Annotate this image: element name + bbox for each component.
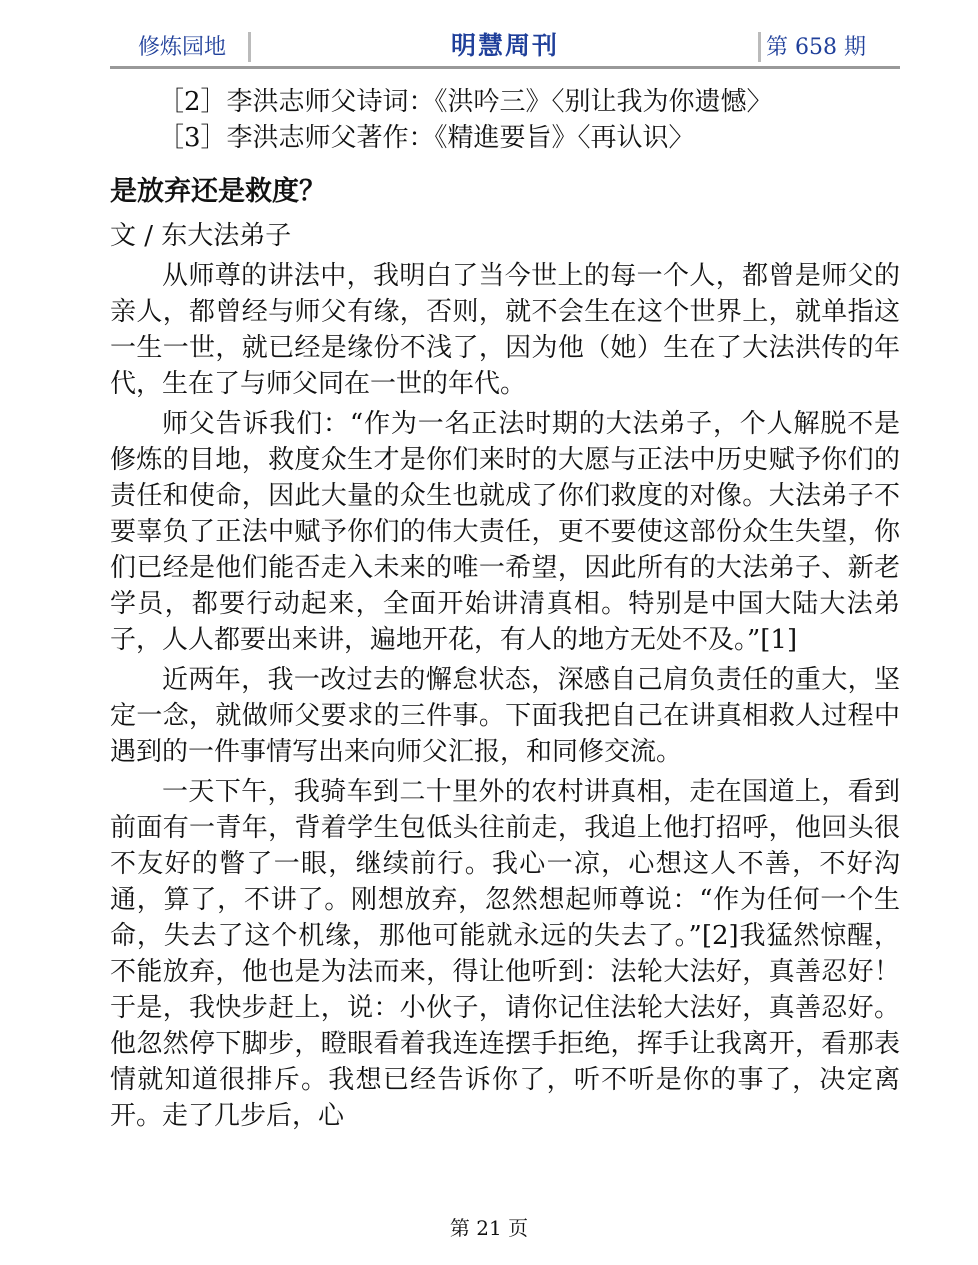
section-label: 修炼园地 bbox=[138, 35, 227, 60]
header-rule bbox=[110, 66, 900, 69]
article-body bbox=[110, 84, 900, 1134]
issue-number: 第 658 期 bbox=[766, 35, 866, 60]
reference-item: ［3］李洪志师父著作：《精進要旨》〈再认识〉 bbox=[158, 123, 695, 153]
reference-item: ［2］李洪志师父诗词：《洪吟三》〈别让我为你遗憾〉 bbox=[158, 87, 773, 117]
publication-title: 明慧周刊 bbox=[450, 31, 559, 60]
article-byline: 文 / 东大法弟子 bbox=[110, 221, 292, 251]
article-title: 是放弃还是救度？ bbox=[110, 176, 326, 207]
paragraph: 近两年，我一改过去的懈怠状态，深感自己肩负责任的重大，坚定一念，就做师父要求的三件事。下面我把自己在讲真相救人过程中遇到的一件事情写出来向师父汇报，和同修交流。 bbox=[110, 665, 900, 767]
header-divider bbox=[758, 32, 761, 62]
paragraph: 一天下午，我骑车到二十里外的农村讲真相，走在国道上，看到前面有一青年，背着学生包低头往前走，我追上他打招呼，他回头很不友好的瞥了一眼，继续前行。我心一凉，心想这人不善，不好沟通，算了，不讲了。刚想放弃，忽然想起师尊说：“作为任何一个生命，失去了这个机缘，那他可能就永远的失去了。”[2]我猛然惊醒，不能放弃，他也是为法而来，得让他听到：法轮大法好，真善忍好！于是，我快步赶上，说：小伙子，请你记住法轮大法好，真善忍好。他忽然停下脚步，瞪眼看着我连连摆手拒绝，挥手让我离开，看那表情就知道很排斥。我想已经告诉你了，听不听是你的事了，决定离开。走了几步后，心 bbox=[110, 777, 900, 1131]
page-number: 第 21 页 bbox=[449, 1216, 529, 1240]
page-header bbox=[110, 26, 900, 66]
paragraph: 从师尊的讲法中，我明白了当今世上的每一个人，都曾是师父的亲人，都曾经与师父有缘，否则，就不会生在这个世界上，就单指这一生一世，就已经是缘份不浅了，因为他（她）生在了大法洪传的年代，生在了与师父同在一世的年代。 bbox=[110, 261, 900, 399]
paragraph: 师父告诉我们：“作为一名正法时期的大法弟子，个人解脱不是修炼的目地，救度众生才是你们来时的大愿与正法中历史赋予你们的责任和使命，因此大量的众生也就成了你们救度的对像。大法弟子不要辜负了正法中赋予你们的伟大责任，更不要使这部份众生失望，你们已经是他们能否走入未来的唯一希望，因此所有的大法弟子、新老学员，都要行动起来，全面开始讲清真相。特别是中国大陆大法弟子，人人都要出来讲，遍地开花，有人的地方无处不及。”[1] bbox=[110, 409, 900, 655]
